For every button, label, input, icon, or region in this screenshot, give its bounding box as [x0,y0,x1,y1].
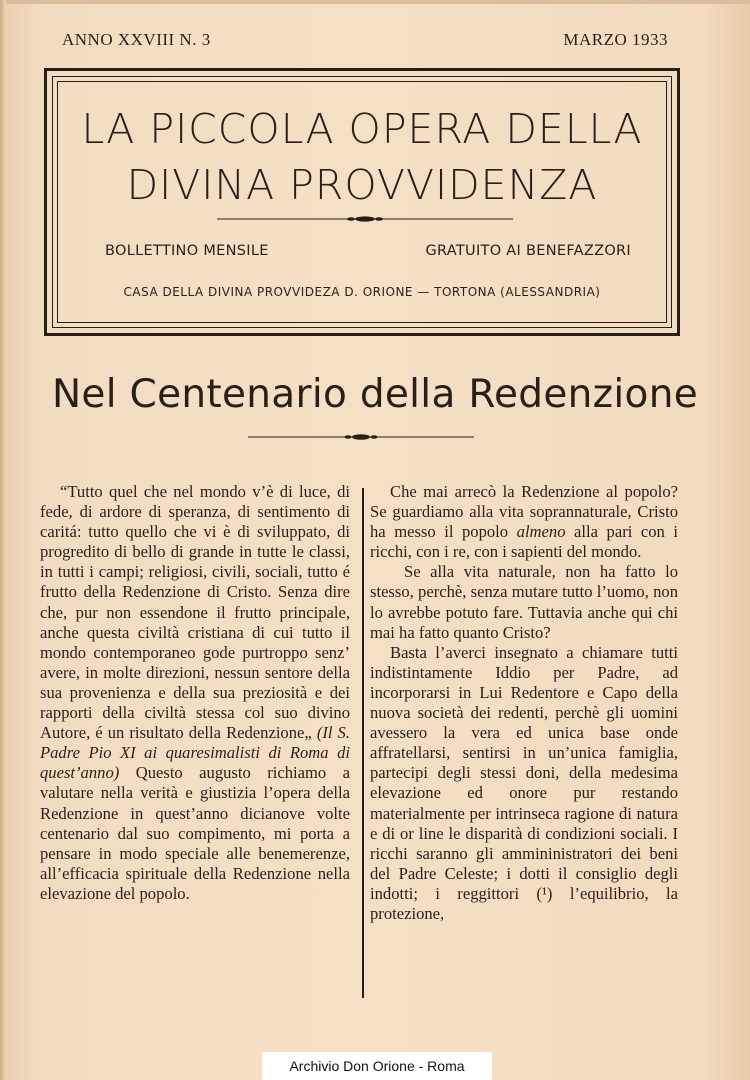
paragraph-text: alla pari con i ricchi, con i re, con i sapienti del mondo. [370,522,678,562]
masthead-subtitle-left: BOLLETTINO MENSILE [105,243,269,259]
article-paragraph: Basta l’averci insegnato a chiamare tutti indistintamente Iddio per Padre, ad incorporarsi in Lui Redentore e Capo della nuova società dei redenti, perchè gli uomini avessero la vera ed unica base onde affratellarsi, sentirsi in un’unica famiglia, partecipi degli stessi doni, della medesima elevazione ed onore pur restando materialmente per intrinseca ragione di natura e di or line le disparità di condizioni sociali. I ricchi saranno gli ammininistratori dei beni del Padre Celeste; i dotti il consiglio degli indotti; i reggittori (¹) l’equilibrio, la protezione, [370,642,678,923]
issue-date: MARZO 1933 [563,30,668,49]
quote-citation: (Il S. Padre Pio XI ai quaresimalisti di Roma di quest’anno) [40,723,350,783]
article-paragraph: Se alla vita naturale, non ha fatto lo stesso, perchè, senza mutare tutto l’uomo, non lo avrebbe potuto fare. Tuttavia anche qui chi mai ha fatto quanto Cristo? [370,562,678,642]
article-headline: Nel Centenario della Redenzione [51,372,699,417]
masthead-address: CASA DELLA DIVINA PROVVIDEZA D. ORIONE — TORTONA (ALESSANDRIA) [123,285,601,299]
paper-binding-edge [0,0,6,1080]
article-paragraph [40,482,350,904]
masthead-subtitle-right: GRATUITO AI BENEFAZZORI [425,243,631,259]
article-paragraph [370,482,678,562]
masthead-title-line2: DIVINA PROVVIDENZA [126,161,598,209]
masthead-title-line1: LA PICCOLA OPERA DELLA [81,105,643,153]
masthead-ornament-divider [217,215,513,223]
paragraph-text: Che mai arrecò la Redenzione al popolo? Se guardiamo alla vita soprannaturale, Cristo ha messo il popolo [370,482,678,542]
paragraph-continuation: Questo augusto richiamo a valutare nella verità e giustizia l’opera della Redenzione in quest’anno dicianove volte centenario dal suo compimento, mi porta a pensare in modo speciale alle benemerenze, all’efficacia spirituale della Redenzione nella elevazione del popolo. [40,763,350,903]
emphasized-word: almeno [516,522,566,542]
masthead-frame [44,68,680,336]
pope-quote: “Tutto quel che nel mondo v’è di luce, di fede, di ardore di speranza, di sentimento di caritá: tutto quello che vi è di sviluppato, di progredito di bello di grande in tutte le classi, in tutti i campi; religiosi, civili, sociali, tutto é frutto della Redenzione di Cristo. Senza dire che, pur non essendone il frutto principale, anche questa civiltà cristiana di cui tutto il mondo contemporaneo gode purtroppo senz’ avere, in molte direzioni, nessun sentore della sua provenienza e della sua preziosità e dei rapporti della civiltà stessa col suo divino Autore, é un risultato della Redenzione„ [40,482,350,743]
archive-watermark: Archivio Don Orione - Roma [262,1052,492,1080]
headline-ornament-divider [248,432,474,442]
article-right-column [370,482,678,924]
issue-number: ANNO XXVIII N. 3 [62,30,211,49]
column-divider [362,488,364,998]
paper-top-edge [0,0,750,4]
article-left-column [40,482,350,904]
